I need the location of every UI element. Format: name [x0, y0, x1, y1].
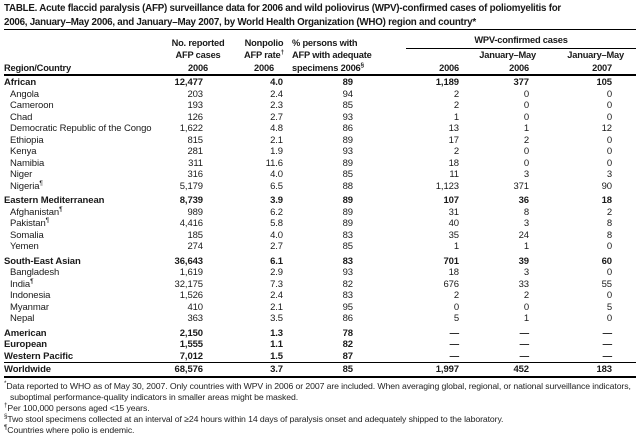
footnote-pilcrow: ¶Countries where polio is endemic. — [4, 423, 135, 435]
table-row — [4, 241, 636, 253]
row-label-cell — [4, 256, 160, 268]
table-row — [4, 364, 636, 376]
row-label: Western Pacific — [4, 350, 74, 362]
pilcrow-marker: ¶ — [4, 423, 8, 431]
row-label-cell — [4, 195, 160, 207]
cell-nonpolio-afp-rate: 3.5 — [270, 313, 283, 324]
table-row — [4, 195, 636, 207]
cell-afp-cases-2006: 203 — [187, 88, 203, 100]
cell-pct-adequate-specimens: 89 — [342, 77, 353, 88]
row-label-cell — [4, 290, 160, 302]
cell-wpv-jan-may-2007: — — [602, 327, 612, 339]
cell-wpv-jan-may-2006: 33 — [518, 278, 529, 290]
cell-wpv-2006: 2 — [453, 146, 459, 157]
row-label: Eastern Mediterranean — [4, 195, 105, 206]
table-row — [4, 146, 636, 158]
cell-wpv-2006: 5 — [453, 313, 459, 324]
row-label-cell — [4, 279, 160, 291]
cell-wpv-2006: 1 — [453, 111, 459, 123]
cell-nonpolio-afp-rate: 6.1 — [270, 255, 283, 267]
cell-nonpolio-afp-rate: 6.5 — [270, 180, 283, 192]
table-row — [4, 89, 636, 101]
table-row — [4, 112, 636, 124]
cell-nonpolio-afp-rate: 2.4 — [270, 290, 283, 301]
table-row — [4, 158, 636, 170]
cell-pct-adequate-specimens: 93 — [342, 146, 353, 157]
cell-nonpolio-afp-rate: 2.1 — [270, 301, 283, 313]
cell-nonpolio-afp-rate: 11.6 — [265, 157, 283, 169]
cell-pct-adequate-specimens: 89 — [342, 134, 353, 146]
cell-afp-cases-2006: 363 — [187, 313, 203, 324]
table-row — [4, 100, 636, 112]
row-label-cell — [4, 207, 160, 219]
cell-wpv-2006: 35 — [448, 229, 459, 241]
cell-nonpolio-afp-rate: 2.7 — [270, 111, 283, 123]
cell-wpv-jan-may-2007: 3 — [606, 169, 612, 180]
row-label: Cameroon — [10, 100, 54, 111]
cell-pct-adequate-specimens: 88 — [342, 180, 353, 192]
cell-wpv-jan-may-2007: 0 — [606, 157, 612, 169]
cell-pct-adequate-specimens: 93 — [342, 111, 353, 123]
header-jan-may-2007-line2: 2007 — [592, 63, 612, 73]
row-label-cell — [4, 218, 160, 230]
row-label: Bangladesh — [10, 267, 60, 278]
cell-afp-cases-2006: 8,739 — [179, 195, 203, 206]
table-title-line1: TABLE. Acute flaccid paralysis (AFP) surveillance data for 2006 and wild poliovirus (WPV)-confirmed cases of poliomyelitis for — [4, 3, 561, 14]
row-label-cell — [4, 169, 160, 181]
cell-wpv-jan-may-2007: 8 — [606, 229, 612, 241]
cell-nonpolio-afp-rate: 1.5 — [270, 350, 283, 362]
cell-pct-adequate-specimens: 82 — [342, 339, 353, 350]
row-label: Yemen — [10, 241, 39, 252]
cell-pct-adequate-specimens: 87 — [342, 350, 353, 362]
table-row — [4, 279, 636, 291]
cell-wpv-jan-may-2007: 90 — [601, 180, 612, 192]
cell-nonpolio-afp-rate: 6.2 — [270, 206, 283, 218]
cell-wpv-jan-may-2007: 0 — [606, 134, 612, 146]
cell-wpv-jan-may-2006: 8 — [523, 206, 529, 218]
cell-afp-cases-2006: 989 — [187, 206, 203, 218]
cell-wpv-jan-may-2006: 2 — [523, 134, 529, 146]
cell-wpv-jan-may-2007: 8 — [606, 218, 612, 229]
table-row — [4, 302, 636, 314]
cell-wpv-2006: 107 — [443, 195, 459, 206]
row-label: Somalia — [10, 229, 44, 241]
cell-wpv-jan-may-2007: 0 — [606, 88, 612, 100]
header-jan-may-2007-line1: January–May — [567, 50, 624, 60]
header-wpv-group — [406, 34, 636, 49]
cell-pct-adequate-specimens: 83 — [342, 290, 353, 301]
header-afp-rate-line3: 2006 — [254, 63, 274, 73]
row-label: Worldwide — [4, 364, 51, 375]
header-wpv-group-label: WPV-confirmed cases — [474, 35, 568, 45]
cell-pct-adequate-specimens: 85 — [342, 100, 353, 111]
cell-nonpolio-afp-rate: 2.9 — [270, 267, 283, 278]
cell-nonpolio-afp-rate: 4.0 — [270, 229, 283, 241]
cell-afp-cases-2006: 281 — [187, 146, 203, 157]
cell-wpv-jan-may-2007: 0 — [606, 290, 612, 301]
table-row — [4, 123, 636, 135]
cell-nonpolio-afp-rate: 4.0 — [270, 77, 283, 88]
row-label-cell — [4, 241, 160, 253]
cell-wpv-2006: 40 — [448, 218, 459, 229]
cell-wpv-jan-may-2007: 0 — [606, 146, 612, 157]
cell-wpv-jan-may-2007: 0 — [606, 111, 612, 123]
row-label: Nepal — [10, 313, 35, 324]
cell-wpv-2006: — — [449, 327, 459, 339]
header-afp-rate-line1: Nonpolio — [244, 38, 284, 48]
footnote-section: §Two stool specimens collected at an interval of ≥24 hours within 14 days of paralysis onset and adequately shipped to the laboratory. — [4, 412, 504, 424]
cell-wpv-2006: — — [449, 350, 459, 362]
cell-wpv-2006: 1 — [453, 241, 459, 252]
row-label: Pakistan — [10, 218, 46, 229]
cell-nonpolio-afp-rate: 2.3 — [270, 100, 283, 111]
cell-wpv-jan-may-2006: 371 — [513, 180, 529, 192]
dagger-footnote-marker: † — [280, 48, 284, 56]
cell-afp-cases-2006: 32,175 — [174, 278, 203, 290]
row-label: Indonesia — [10, 290, 51, 301]
cell-wpv-jan-may-2006: 1 — [523, 241, 529, 252]
row-label: European — [4, 339, 48, 350]
header-afp-cases-line2: AFP cases — [175, 50, 221, 60]
cell-afp-cases-2006: 1,619 — [179, 267, 203, 278]
header-afp-cases-line1: No. reported — [171, 38, 225, 48]
row-label: Ethiopia — [10, 134, 44, 146]
footnotes — [4, 381, 636, 436]
cell-wpv-jan-may-2007: 55 — [601, 278, 612, 290]
table-row — [4, 181, 636, 193]
footnote-asterisk: *Data reported to WHO as of May 30, 2007. Only countries with WPV in 2006 or 2007 are included. When averaging global, regional, or national surveillance indicators, suboptimal performance-quality indicators in smaller areas might be masked. — [4, 379, 631, 402]
cell-wpv-jan-may-2007: 0 — [606, 267, 612, 278]
cell-nonpolio-afp-rate: 7.3 — [270, 278, 283, 290]
row-label-cell — [4, 230, 160, 242]
cell-nonpolio-afp-rate: 1.9 — [270, 146, 283, 157]
section-marker: § — [4, 412, 8, 420]
row-label-cell — [4, 364, 160, 376]
cell-wpv-2006: 1,123 — [435, 180, 459, 192]
cell-wpv-jan-may-2006: 0 — [523, 301, 529, 313]
cell-pct-adequate-specimens: 89 — [342, 206, 353, 218]
cell-pct-adequate-specimens: 89 — [342, 218, 353, 229]
row-label-cell — [4, 339, 160, 351]
cell-wpv-2006: 2 — [453, 100, 459, 111]
cell-wpv-2006: 11 — [449, 169, 459, 180]
row-footnote-marker: ¶ — [30, 277, 34, 285]
header-afp-rate-line2: AFP rate† — [244, 48, 284, 60]
header-jan-may-2006-line2: 2006 — [509, 63, 529, 73]
cell-pct-adequate-specimens: 82 — [342, 278, 353, 290]
table-row — [4, 267, 636, 279]
section-footnote-marker: § — [360, 61, 364, 69]
table-row — [4, 256, 636, 268]
row-label-cell — [4, 123, 160, 135]
table-title — [4, 2, 636, 29]
row-label: Democratic Republic of the Congo — [10, 123, 152, 134]
bottom-divider — [4, 376, 636, 378]
cell-wpv-jan-may-2006: 452 — [513, 364, 529, 375]
cell-pct-adequate-specimens: 86 — [342, 313, 353, 324]
row-label: Kenya — [10, 146, 37, 157]
cell-wpv-jan-may-2007: — — [602, 339, 612, 350]
cell-afp-cases-2006: 193 — [187, 100, 203, 111]
table-row — [4, 135, 636, 147]
dagger-marker: † — [4, 401, 8, 409]
cell-pct-adequate-specimens: 86 — [342, 123, 353, 134]
cell-pct-adequate-specimens: 78 — [342, 327, 353, 339]
row-label: Nigeria — [10, 180, 40, 192]
row-label-cell — [4, 351, 160, 363]
footnote-dagger: †Per 100,000 persons aged <15 years. — [4, 401, 150, 413]
cell-pct-adequate-specimens: 89 — [342, 195, 353, 206]
cell-wpv-jan-may-2006: 0 — [523, 100, 529, 111]
cell-nonpolio-afp-rate: 1.1 — [270, 339, 283, 350]
row-label-cell — [4, 89, 160, 101]
cell-wpv-2006: 18 — [448, 157, 459, 169]
header-afp-cases-line3: 2006 — [188, 63, 208, 73]
row-label-cell — [4, 77, 160, 89]
asterisk-marker: * — [4, 379, 7, 387]
cell-wpv-jan-may-2006: 1 — [523, 313, 529, 324]
cell-pct-adequate-specimens: 85 — [342, 241, 353, 252]
cell-wpv-jan-may-2006: 39 — [518, 255, 529, 267]
cell-nonpolio-afp-rate: 5.8 — [270, 218, 283, 229]
cell-wpv-jan-may-2006: 0 — [523, 157, 529, 169]
table-row — [4, 207, 636, 219]
cell-afp-cases-2006: 36,643 — [174, 255, 203, 267]
cell-wpv-jan-may-2006: 36 — [518, 195, 529, 206]
cell-wpv-jan-may-2006: 377 — [513, 77, 529, 88]
cell-wpv-jan-may-2007: 5 — [606, 301, 612, 313]
cell-pct-adequate-specimens: 85 — [342, 169, 353, 180]
cell-nonpolio-afp-rate: 4.0 — [270, 169, 283, 180]
cell-wpv-2006: 2 — [453, 88, 459, 100]
cell-wpv-jan-may-2007: 105 — [596, 77, 612, 88]
cell-afp-cases-2006: 12,477 — [174, 77, 203, 88]
cell-wpv-jan-may-2007: 12 — [601, 123, 612, 134]
table-header — [4, 30, 636, 74]
cell-wpv-jan-may-2007: 18 — [601, 195, 612, 206]
cell-wpv-jan-may-2007: 60 — [601, 255, 612, 267]
row-label: Angola — [10, 88, 39, 100]
cell-wpv-2006: 0 — [453, 301, 459, 313]
cell-afp-cases-2006: 815 — [187, 134, 203, 146]
cell-afp-cases-2006: 1,555 — [179, 339, 203, 350]
cell-nonpolio-afp-rate: 3.9 — [270, 195, 283, 206]
cell-wpv-jan-may-2006: — — [519, 350, 529, 362]
row-label: India — [10, 278, 31, 290]
cell-nonpolio-afp-rate: 1.3 — [270, 327, 283, 339]
table-row — [4, 77, 636, 89]
cell-wpv-jan-may-2007: 2 — [606, 206, 612, 218]
row-label-cell — [4, 313, 160, 325]
cell-afp-cases-2006: 1,526 — [179, 290, 203, 301]
row-label-cell — [4, 146, 160, 158]
cell-pct-adequate-specimens: 95 — [342, 301, 353, 313]
header-spacer — [4, 49, 160, 61]
table-title-line2: 2006, January–May 2006, and January–May 2007, by World Health Organization (WHO) region and country* — [4, 16, 476, 28]
row-footnote-marker: ¶ — [45, 216, 50, 224]
cell-afp-cases-2006: 311 — [188, 157, 203, 169]
cell-wpv-2006: 31 — [448, 206, 459, 218]
cell-wpv-jan-may-2007: 0 — [606, 100, 612, 111]
cell-wpv-jan-may-2006: 0 — [523, 146, 529, 157]
row-label: South-East Asian — [4, 255, 81, 267]
cell-afp-cases-2006: 68,576 — [174, 364, 203, 375]
cell-afp-cases-2006: 410 — [187, 301, 203, 313]
cell-wpv-2006: 1,189 — [435, 77, 459, 88]
cell-nonpolio-afp-rate: 2.7 — [270, 241, 283, 252]
cell-wpv-2006: 17 — [448, 134, 459, 146]
row-footnote-marker: ¶ — [39, 179, 43, 187]
row-label-cell — [4, 158, 160, 170]
cell-wpv-2006: 2 — [453, 290, 459, 301]
header-specimens-line3: specimens 2006§ — [292, 61, 364, 73]
cell-wpv-jan-may-2007: — — [602, 350, 612, 362]
row-label: American — [4, 327, 47, 339]
cell-pct-adequate-specimens: 83 — [342, 255, 353, 267]
cell-wpv-2006: 18 — [448, 267, 459, 278]
row-label-cell — [4, 100, 160, 112]
row-label: Myanmar — [10, 301, 49, 313]
cell-wpv-jan-may-2006: 0 — [523, 88, 529, 100]
row-label: Chad — [10, 111, 33, 123]
cell-wpv-jan-may-2006: 3 — [523, 218, 529, 229]
cell-afp-cases-2006: 185 — [187, 229, 203, 241]
cell-afp-cases-2006: 126 — [187, 111, 203, 123]
cell-wpv-jan-may-2006: 2 — [523, 290, 529, 301]
cell-wpv-jan-may-2006: 1 — [523, 123, 529, 134]
row-footnote-marker: ¶ — [59, 205, 63, 213]
cell-wpv-jan-may-2007: 183 — [596, 364, 612, 375]
cell-afp-cases-2006: 274 — [187, 241, 203, 252]
cell-wpv-2006: — — [449, 339, 459, 350]
table-row — [4, 218, 636, 230]
cell-wpv-jan-may-2006: — — [519, 339, 529, 350]
cell-pct-adequate-specimens: 83 — [342, 229, 353, 241]
table-row — [4, 351, 636, 363]
cell-afp-cases-2006: 316 — [187, 169, 203, 180]
header-specimens-line2: AFP with adequate — [292, 50, 372, 60]
cell-pct-adequate-specimens: 93 — [342, 267, 353, 278]
table-body — [4, 76, 636, 376]
cell-afp-cases-2006: 1,622 — [179, 123, 203, 134]
table-row — [4, 290, 636, 302]
cell-afp-cases-2006: 7,012 — [179, 350, 203, 362]
cell-nonpolio-afp-rate: 4.8 — [270, 123, 283, 134]
cell-pct-adequate-specimens: 89 — [342, 157, 353, 169]
row-label-cell — [4, 112, 160, 124]
cell-afp-cases-2006: 4,416 — [179, 218, 203, 229]
cell-wpv-2006: 676 — [443, 278, 459, 290]
cell-wpv-jan-may-2006: — — [519, 327, 529, 339]
cell-wpv-2006: 701 — [443, 255, 459, 267]
header-region-country: Region/Country — [4, 63, 71, 73]
cell-afp-cases-2006: 2,150 — [179, 327, 203, 339]
row-label-cell — [4, 302, 160, 314]
table-row — [4, 313, 636, 325]
row-label-cell — [4, 328, 160, 340]
cell-wpv-2006: 13 — [448, 123, 459, 134]
cell-wpv-jan-may-2006: 0 — [523, 111, 529, 123]
header-wpv-2006: 2006 — [439, 63, 459, 73]
cell-nonpolio-afp-rate: 2.1 — [270, 134, 283, 146]
row-label: African — [4, 77, 37, 88]
cell-nonpolio-afp-rate: 3.7 — [270, 364, 283, 375]
header-spacer — [356, 49, 466, 61]
header-specimens-line1: % persons with — [292, 38, 358, 48]
table-row — [4, 339, 636, 351]
cell-wpv-jan-may-2006: 3 — [523, 169, 529, 180]
table-row — [4, 169, 636, 181]
row-label: Namibia — [10, 157, 45, 169]
cell-wpv-jan-may-2007: 0 — [606, 241, 612, 252]
row-label-cell — [4, 267, 160, 279]
table-row — [4, 328, 636, 340]
row-label: Afghanistan — [10, 206, 60, 218]
cell-wpv-2006: 1,997 — [435, 364, 459, 375]
cell-pct-adequate-specimens: 94 — [342, 88, 353, 100]
cell-nonpolio-afp-rate: 2.4 — [270, 88, 283, 100]
cell-pct-adequate-specimens: 85 — [342, 364, 353, 375]
header-jan-may-2006-line1: January–May — [479, 50, 536, 60]
cell-wpv-jan-may-2007: 0 — [606, 313, 612, 324]
table-row — [4, 230, 636, 242]
row-label: Niger — [10, 169, 33, 180]
row-label-cell — [4, 181, 160, 193]
cell-afp-cases-2006: 5,179 — [179, 180, 203, 192]
row-label-cell — [4, 135, 160, 147]
cell-wpv-jan-may-2006: 24 — [518, 229, 529, 241]
cell-wpv-jan-may-2006: 3 — [523, 267, 529, 278]
